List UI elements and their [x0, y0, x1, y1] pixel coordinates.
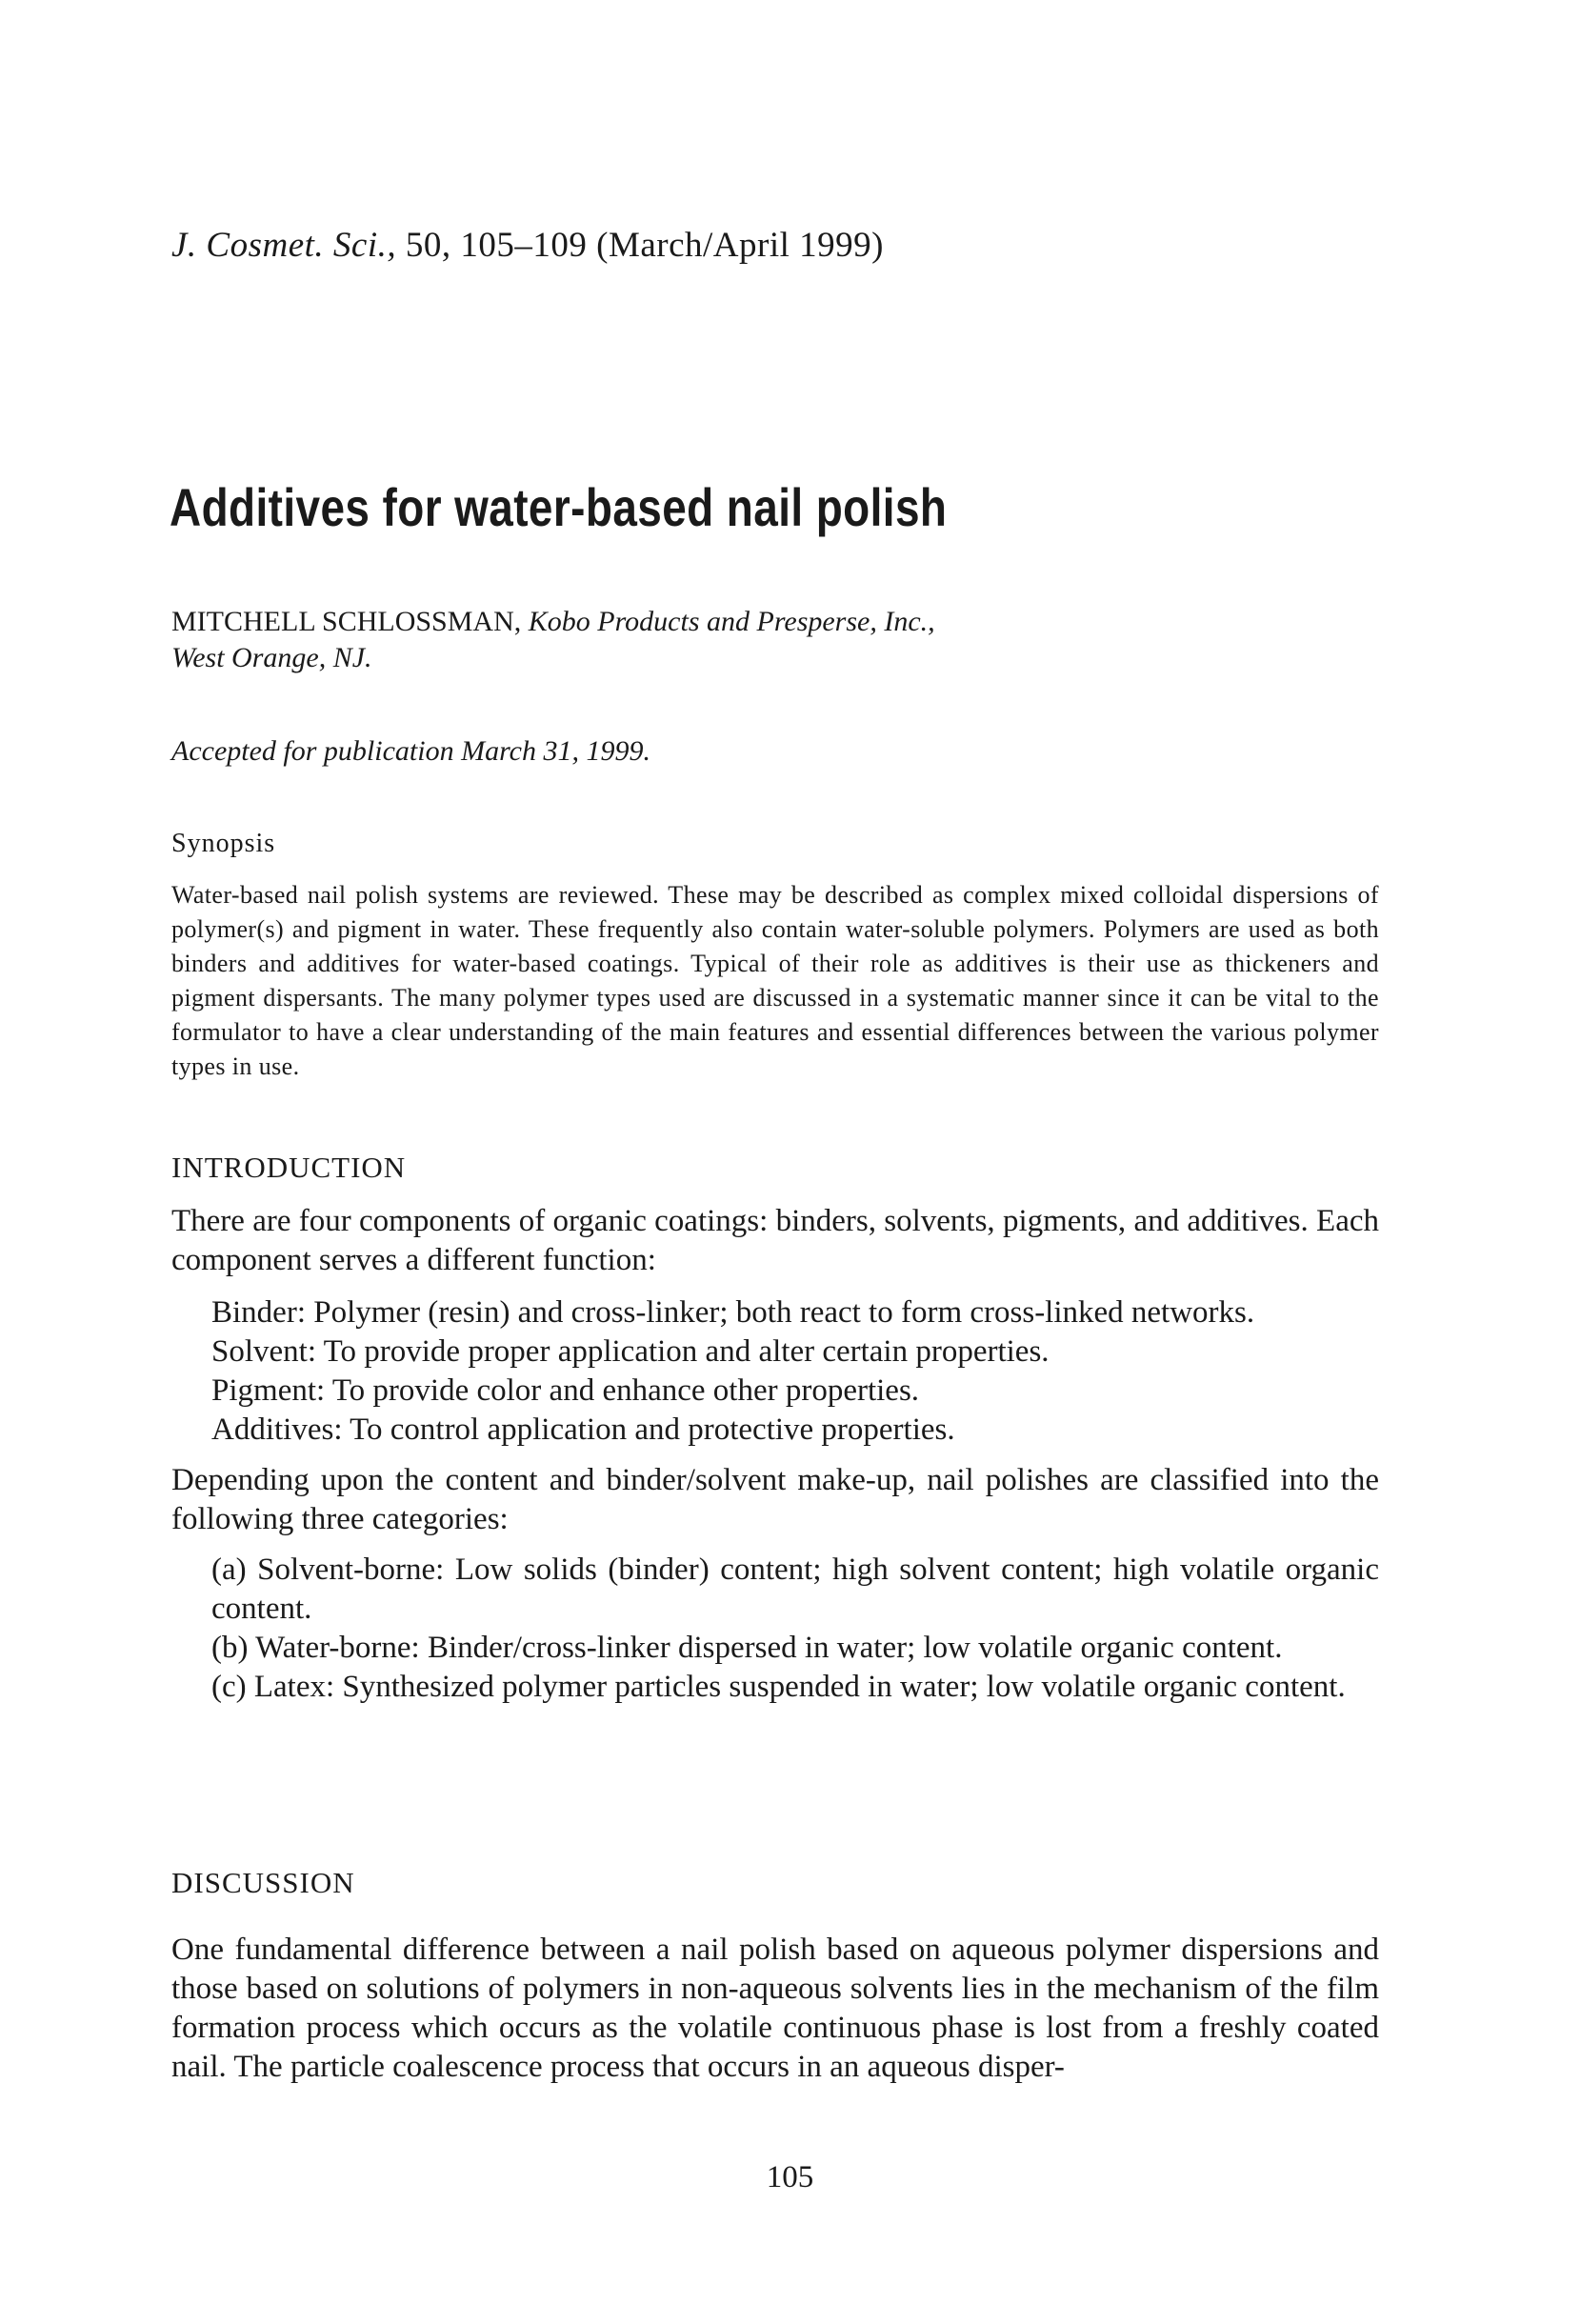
- category-water-borne: (b) Water-borne: Binder/cross-linker dispersed in water; low volatile organic content.: [211, 1631, 1283, 1665]
- page-number: 105: [766, 2160, 814, 2194]
- journal-name: J. Cosmet. Sci.,: [171, 226, 397, 265]
- component-pigment: Pigment: To provide color and enhance other properties.: [211, 1373, 920, 1408]
- categories-list: [211, 1551, 1379, 1707]
- introduction-paragraph-1: There are four components of organic coatings: binders, solvents, pigments, and additives. Each component serves a different function:: [171, 1204, 1379, 1277]
- component-solvent: Solvent: To provide proper application and alter certain properties.: [211, 1334, 1050, 1369]
- journal-volume: 50,: [405, 226, 451, 265]
- category-solvent-borne: (a) Solvent-borne: Low solids (binder) content; high solvent content; high volatile organic content.: [211, 1553, 1379, 1626]
- discussion-paragraph-1: One fundamental difference between a nail polish based on aqueous polymer dispersions and those based on solutions of polymers in non-aqueous solvents lies in the mechanism of the film formation process which occurs as the volatile continuous phase is lost from a freshly coated nail. The particle coalescence process that occurs in an aqueous disper-: [171, 1933, 1379, 2084]
- component-binder: Binder: Polymer (resin) and cross-linker; both react to form cross-linked networks.: [211, 1295, 1255, 1330]
- author-block: [171, 604, 1410, 676]
- introduction-heading: INTRODUCTION: [171, 1151, 407, 1184]
- author-name: MITCHELL SCHLOSSMAN,: [171, 606, 522, 637]
- introduction-paragraph-2: Depending upon the content and binder/solvent make-up, nail polishes are classified into the following three categories:: [171, 1463, 1379, 1536]
- journal-pages-date: 105–109 (March/April 1999): [460, 226, 884, 265]
- accepted-date: Accepted for publication March 31, 1999.: [171, 735, 650, 767]
- synopsis-text: Water-based nail polish systems are reviewed. These may be described as complex mixed colloidal dispersions of polymer(s) and pigment in water. These frequently also contain water-soluble polymers. Polymers are used as both binders and additives for water-based coatings. Typical of their role as additives is their use as thickeners and pigment dispersants. The many polymer types used are discussed in a systematic manner since it can be vital to the formulator to have a clear understanding of the main features and essential differences between the various polymer types in use.: [171, 881, 1379, 1080]
- category-latex: (c) Latex: Synthesized polymer particles suspended in water; low volatile organic content.: [211, 1670, 1346, 1704]
- author-affiliation: Kobo Products and Presperse, Inc.,: [528, 606, 935, 637]
- components-list: [211, 1293, 1254, 1450]
- component-additives: Additives: To control application and protective properties.: [211, 1412, 955, 1447]
- journal-citation: [171, 225, 884, 266]
- article-title: Additives for water-based nail polish: [170, 477, 948, 537]
- author-location: West Orange, NJ.: [171, 642, 372, 673]
- discussion-heading: DISCUSSION: [171, 1866, 355, 1899]
- synopsis-heading: Synopsis: [171, 829, 276, 858]
